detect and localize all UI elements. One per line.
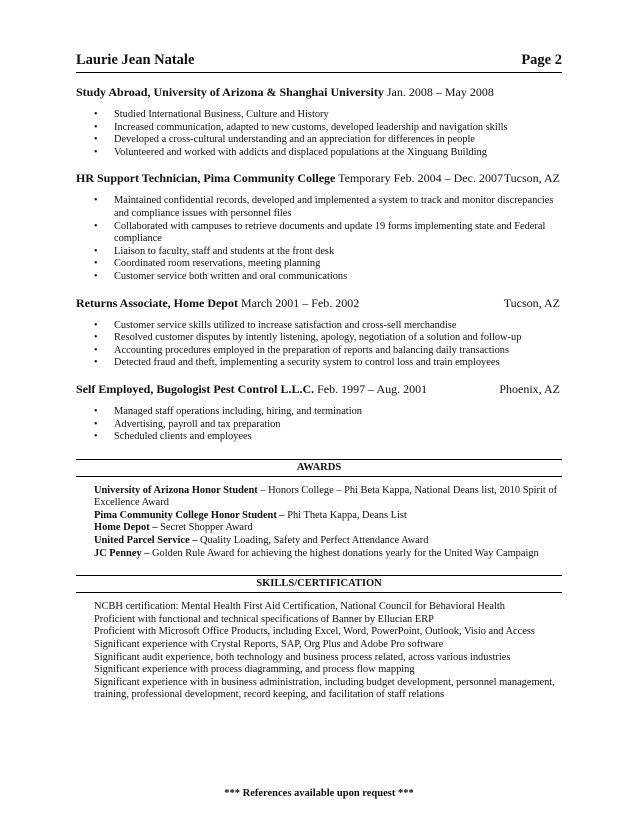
bullet-icon: • <box>94 146 98 158</box>
award-detail: – Honors College – Phi Beta Kappa, National Deans list, 2010 Spirit of Excellence Award <box>94 484 558 509</box>
job-title: Study Abroad, University of Arizona & Shanghai University <box>76 85 384 99</box>
skill-item: Proficient with functional and technical specifications of Banner by Ellucian ERP <box>94 613 434 625</box>
award-item <box>94 522 562 535</box>
job-bullets <box>76 109 562 159</box>
job-bullets <box>76 195 562 283</box>
bullet-item <box>76 258 562 271</box>
experience-section <box>76 85 562 444</box>
skill-item: Significant audit experience, both technology and business process related, across various industries <box>94 651 511 663</box>
job-location: Phoenix, AZ <box>499 381 560 396</box>
job-heading <box>76 85 562 100</box>
bullet-item <box>76 246 562 259</box>
bullet-item <box>76 221 562 246</box>
bullet-item <box>76 332 562 345</box>
award-name: University of Arizona Honor Student <box>94 484 258 496</box>
skill-item: NCBH certification: Mental Health First Aid Certification, National Council for Behavioral Health <box>94 601 505 613</box>
job-entry <box>76 382 562 444</box>
bullet-icon: • <box>94 344 98 356</box>
job-title: Returns Associate, Home Depot <box>76 295 238 310</box>
award-name: United Parcel Service – <box>94 535 198 547</box>
bullet-item <box>76 320 562 333</box>
job-entry <box>76 85 562 159</box>
bullet-text: Volunteered and worked with addicts and displaced populations at the Xinguang Building <box>114 146 487 158</box>
bullet-item <box>76 122 562 135</box>
bullet-item <box>76 431 562 444</box>
job-bullets <box>76 406 562 444</box>
bullet-text: Maintained confidential records, developed and implemented a system to track and monitor discrepancies and compliance issues with personnel files <box>114 195 554 219</box>
awards-section <box>76 459 562 561</box>
job-bullets <box>76 320 562 370</box>
bullet-text: Managed staff operations including, hiring, and termination <box>114 405 362 417</box>
bullet-text: Detected fraud and theft, implementing a security system to control loss and train employees <box>114 357 500 369</box>
award-item <box>94 535 562 548</box>
job-heading <box>76 171 562 186</box>
bullet-item <box>76 419 562 432</box>
bullet-icon: • <box>94 245 98 257</box>
bullet-icon: • <box>94 357 98 369</box>
bullet-icon: • <box>94 258 98 270</box>
bullet-icon: • <box>94 405 98 417</box>
bullet-icon: • <box>94 109 98 120</box>
bullet-text: Developed a cross-cultural understanding and an appreciation for differences in people <box>114 134 476 146</box>
resume-page <box>76 52 562 702</box>
job-entry <box>76 171 562 283</box>
bullet-item <box>76 134 562 147</box>
job-dates: Temporary Feb. 2004 – Dec. 2007 <box>338 171 503 186</box>
award-detail: Golden Rule Award for achieving the highest donations yearly for the United Way Campaign <box>152 547 539 559</box>
bullet-text: Resolved customer disputes by intently listening, apology, negotiation of a solution and follow-up <box>114 332 522 344</box>
bullet-text: Advertising, payroll and tax preparation <box>114 418 281 430</box>
bullet-item <box>76 357 562 370</box>
bullet-icon: • <box>94 418 98 430</box>
awards-heading: AWARDS <box>76 460 562 477</box>
bullet-icon: • <box>94 270 98 282</box>
bullet-text: Coordinated room reservations, meeting planning <box>114 258 321 270</box>
job-title: HR Support Technician, Pima Community College <box>76 171 336 186</box>
bullet-icon: • <box>94 220 98 232</box>
bullet-text: Customer service both written and oral communications <box>114 270 348 282</box>
bullet-icon: • <box>94 195 98 207</box>
awards-list <box>76 485 562 561</box>
job-dates: Feb. 1997 – Aug. 2001 <box>317 381 428 396</box>
job-entry <box>76 296 562 370</box>
award-detail: Quality Loading, Safety and Perfect Attendance Award <box>200 535 429 547</box>
job-dates: Jan. 2008 – May 2008 <box>386 85 494 99</box>
job-dates: March 2001 – Feb. 2002 <box>240 295 360 310</box>
skills-heading: SKILLS/CERTIFICATION <box>76 576 562 593</box>
bullet-text: Liaison to faculty, staff and students at the front desk <box>114 245 335 257</box>
skill-item: Proficient with Microsoft Office Products, including Excel, Word, PowerPoint, Outlook, Visio and Access <box>94 626 535 638</box>
skill-item: Significant experience with Crystal Reports, SAP, Org Plus and Adobe Pro software <box>94 639 444 651</box>
award-item <box>94 548 562 561</box>
bullet-text: Scheduled clients and employees <box>114 431 252 443</box>
job-location: Tucson, AZ <box>503 171 560 186</box>
bullet-icon: • <box>94 319 98 331</box>
award-detail: Phi Theta Kappa, Deans List <box>287 509 407 521</box>
skill-item: Significant experience with process diagramming, and process flow mapping <box>94 664 415 676</box>
bullet-icon: • <box>94 332 98 344</box>
bullet-text: Studied International Business, Culture and History <box>114 109 329 120</box>
bullet-item <box>76 345 562 358</box>
job-location <box>560 85 562 100</box>
job-heading <box>76 382 562 397</box>
bullet-text: Increased communication, adapted to new customs, developed leadership and navigation skills <box>114 121 508 133</box>
skills-list <box>76 601 562 702</box>
skills-section <box>76 575 562 702</box>
award-name: Home Depot – <box>94 522 158 534</box>
award-item <box>94 485 562 510</box>
bullet-item <box>76 195 562 220</box>
award-name: JC Penney – <box>94 547 150 559</box>
bullet-text: Accounting procedures employed in the preparation of reports and balancing daily transactions <box>114 344 510 356</box>
job-title: Self Employed, Bugologist Pest Control L.L.C. <box>76 381 315 396</box>
award-detail: Secret Shopper Award <box>160 522 253 534</box>
award-item <box>94 510 562 523</box>
award-name: Pima Community College Honor Student – <box>94 509 285 521</box>
bullet-icon: • <box>94 134 98 146</box>
page-header <box>76 52 562 73</box>
skill-item: Significant experience with in business administration, including budget development, personnel management, training, professional development, record keeping, and facilitation of staff relations <box>94 676 555 701</box>
job-location: Tucson, AZ <box>503 295 560 310</box>
page-number: Page 2 <box>521 52 562 68</box>
bullet-text: Customer service skills utilized to increase satisfaction and cross-sell merchandise <box>114 319 457 331</box>
bullet-item <box>76 406 562 419</box>
bullet-icon: • <box>94 431 98 443</box>
job-heading <box>76 296 562 311</box>
bullet-text: Collaborated with campuses to retrieve documents and update 19 forms implementing state and Federal compliance <box>114 220 546 245</box>
bullet-item <box>76 147 562 160</box>
bullet-item <box>76 109 562 122</box>
candidate-name: Laurie Jean Natale <box>76 52 195 68</box>
references-note: *** References available upon request *** <box>224 788 414 799</box>
bullet-icon: • <box>94 121 98 133</box>
bullet-item <box>76 271 562 284</box>
